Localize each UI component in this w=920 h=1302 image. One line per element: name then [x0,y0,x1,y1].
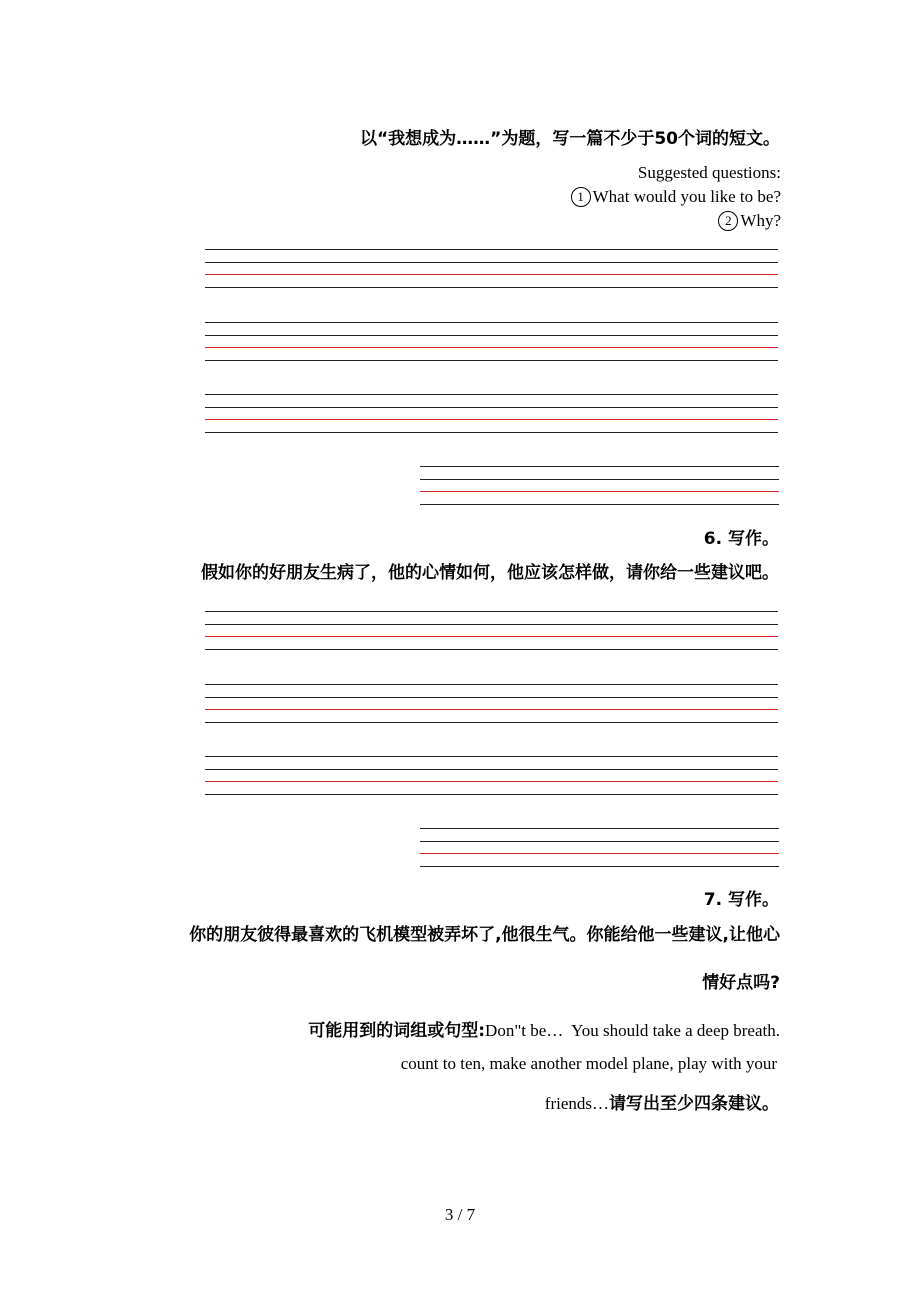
suggested-questions-title: Suggested questions: [637,163,781,182]
writing-line [420,828,779,829]
writing-lines-group[interactable] [205,611,778,651]
writing-line [205,360,778,361]
writing-line [205,794,778,795]
writing-line [205,697,778,698]
writing-line-red [205,709,778,710]
writing-line [205,611,778,612]
writing-line [420,479,779,480]
writing-line [205,394,778,395]
section7-hint-line1 [308,1016,780,1041]
hint-phrases-1: Don"t be… You should take a deep breath. [485,1021,780,1040]
writing-line [205,756,778,757]
section6-prompt: 假如你的好朋友生病了，他的心情如何，他应该怎样做，请你给一些建议吧。 [201,563,779,583]
writing-line-red [205,419,778,420]
writing-line-red [205,347,778,348]
writing-lines-group[interactable] [205,249,778,289]
writing-line [205,722,778,723]
section7-prompt-line1: 你的朋友彼得最喜欢的飞机模型被弄坏了,他很生气。你能给他一些建议,让他心 [189,925,780,945]
writing-line [205,262,778,263]
writing-line-red [420,853,779,854]
question-1-text: What would you like to be? [592,187,781,206]
circled-number-2: 2 [718,211,738,231]
section7-hint-line3 [545,1089,779,1114]
suggested-question-2 [718,211,781,231]
suggested-question-1 [571,187,781,207]
hint-phrases-3: friends… [544,1094,609,1113]
writing-lines-group[interactable] [420,466,779,506]
writing-lines-group[interactable] [205,756,778,796]
writing-line [420,504,779,505]
section5-instruction: 以“我想成为……”为题，写一篇不少于50个词的短文。 [359,129,780,149]
writing-line [205,432,778,433]
hint-label: 可能用到的词组或句型: [308,1021,486,1041]
writing-line-red [205,636,778,637]
section6-heading: 6. 写作。 [703,529,779,549]
writing-lines-group[interactable] [205,684,778,724]
writing-line [420,466,779,467]
writing-line [205,649,778,650]
question-2-text: Why? [740,211,781,230]
writing-line [205,335,778,336]
writing-line-red [205,781,778,782]
hint-requirement: 请写出至少四条建议。 [609,1094,779,1114]
writing-lines-group[interactable] [205,394,778,434]
writing-lines-group[interactable] [420,828,779,868]
circled-number-1: 1 [571,187,591,207]
writing-line [420,841,779,842]
writing-line [205,407,778,408]
section7-hint-line2: count to ten, make another model plane, play with your [400,1054,777,1073]
writing-line [205,624,778,625]
writing-line-red [420,491,779,492]
writing-line [205,249,778,250]
writing-line [420,866,779,867]
writing-line [205,769,778,770]
writing-line [205,684,778,685]
page-number: 3 / 7 [444,1205,476,1224]
section7-prompt-line2: 情好点吗? [702,973,780,993]
writing-line-red [205,274,778,275]
writing-line [205,322,778,323]
writing-line [205,287,778,288]
section7-heading: 7. 写作。 [703,890,779,910]
writing-lines-group[interactable] [205,322,778,362]
